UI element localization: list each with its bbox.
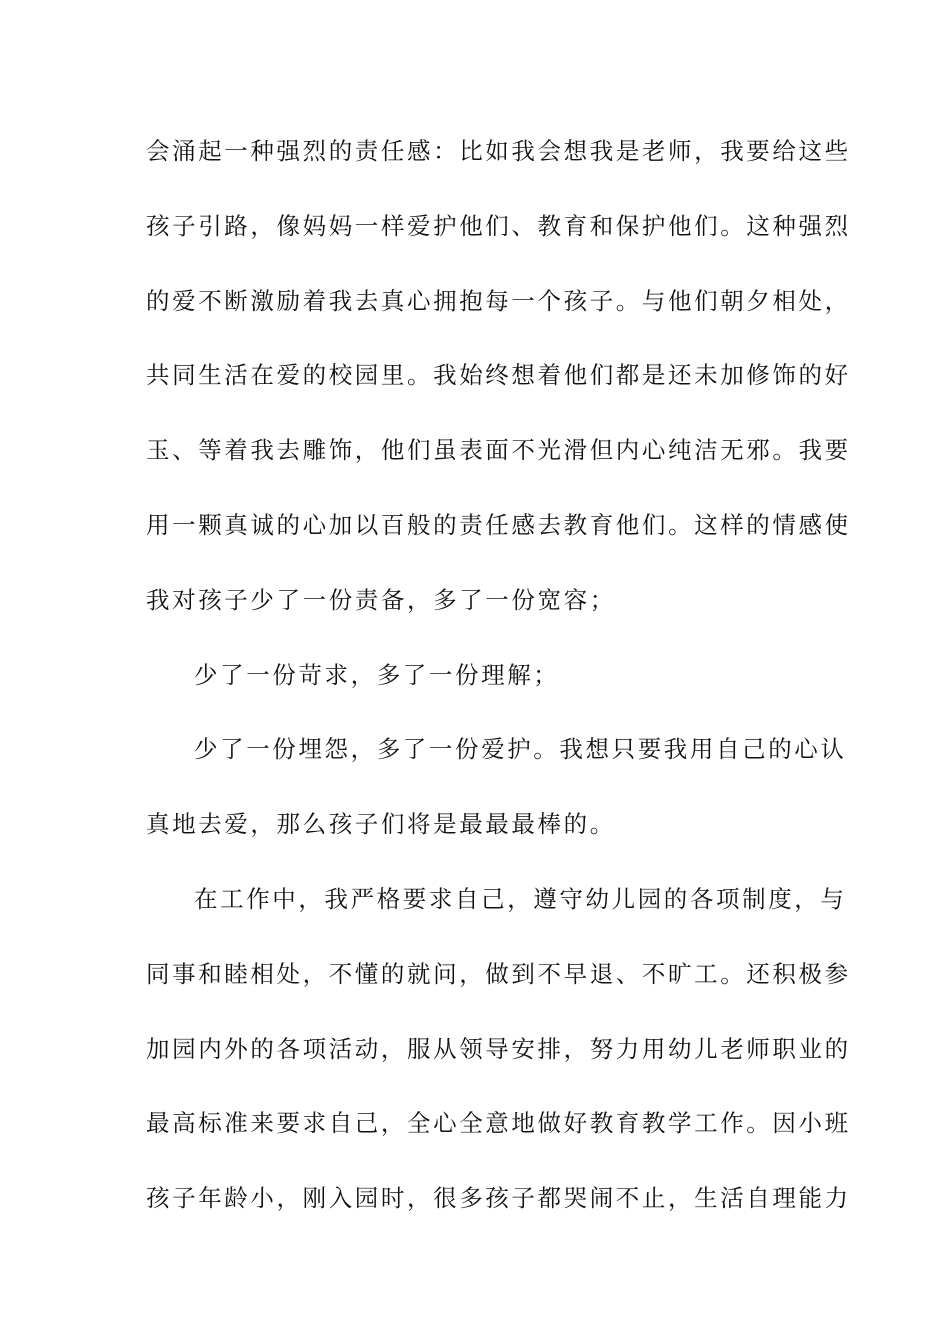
text-line: 玉、等着我去雕饰，他们虽表面不光滑但内心纯洁无邪。我要: [146, 436, 851, 465]
text-line: 最高标准来要求自己，全心全意地做好教育教学工作。因小班: [146, 1109, 851, 1138]
body-text: [146, 126, 851, 1248]
text-line: 会涌起一种强烈的责任感：比如我会想我是老师，我要给这些: [146, 137, 851, 165]
paragraph-start-line: 少了一份苛求，多了一份理解；: [194, 660, 560, 689]
text-line: 孩子引路，像妈妈一样爱护他们、教育和保护他们。这种强烈: [146, 211, 851, 240]
text-line: 我对孩子少了一份责备，多了一份宽容；: [146, 585, 616, 614]
text-line: 加园内外的各项活动，服从领导安排，努力用幼儿老师职业的: [146, 1034, 851, 1063]
text-line: 的爱不断激励着我去真心拥抱每一个孩子。与他们朝夕相处，: [146, 286, 851, 315]
text-line: 真地去爱，那么孩子们将是最最最棒的。: [146, 810, 616, 839]
text-line: 用一颗真诚的心加以百般的责任感去教育他们。这样的情感使: [146, 510, 851, 539]
text-line: 共同生活在爱的校园里。我始终想着他们都是还未加修饰的好: [146, 361, 851, 390]
text-line: 孩子年龄小，刚入园时，很多孩子都哭闹不止，生活自理能力: [146, 1184, 851, 1213]
paragraph-start-line: 在工作中，我严格要求自己，遵守幼儿园的各项制度，与: [194, 884, 847, 913]
text-line: 同事和睦相处，不懂的就问，做到不早退、不旷工。还积极参: [146, 959, 851, 988]
paragraph-start-line: 少了一份埋怨，多了一份爱护。我想只要我用自己的心认: [194, 735, 847, 764]
